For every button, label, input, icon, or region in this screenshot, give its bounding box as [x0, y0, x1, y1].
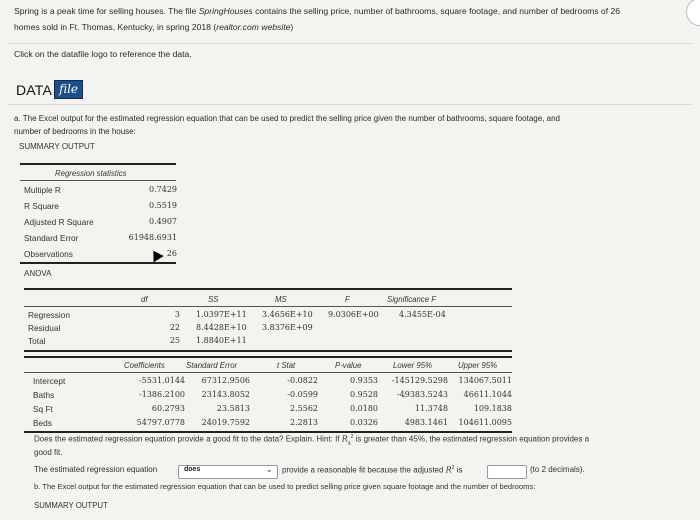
coef-t: -0.0822 — [287, 376, 318, 385]
anova-row-label: Residual — [28, 323, 61, 333]
regstats-title: Regression statistics — [55, 169, 127, 178]
question-line-2: good fit. — [34, 448, 63, 457]
coef-value: 54797.0778 — [136, 418, 185, 427]
regstat-label: R Square — [24, 201, 60, 211]
coef-bottom-rule — [24, 431, 512, 433]
intro-line-2: homes sold in Ft. Thomas, Kentucky, in spring 2018 (realtor.com website) — [14, 22, 294, 32]
source-name: realtor.com website — [216, 22, 291, 32]
anova-sig: 4.3455E-04 — [399, 310, 446, 319]
regstat-label: Standard Error — [24, 233, 79, 243]
anova-bottom-rule — [24, 350, 512, 352]
answer-hint: (to 2 decimals). — [530, 465, 585, 474]
anova-header-sig: Significance F — [387, 295, 436, 304]
coef-row-label: Baths — [33, 390, 55, 400]
regstat-value: 0.7429 — [149, 185, 177, 194]
anova-title: ANOVA — [24, 269, 52, 278]
part-a-line-2: number of bedrooms in the house: — [14, 127, 136, 136]
coef-value: -5531.0144 — [139, 376, 185, 385]
anova-ms: 3.8376E+09 — [262, 323, 313, 332]
regstats-header-rule — [20, 180, 176, 181]
coef-t: 2.5562 — [290, 404, 318, 413]
question-line-1: Does the estimated regression equation provide a good fit to the data? Explain. Hint: If $R_a^2$ is greater than 45%, the estimated regression equation provides a — [34, 434, 590, 447]
coef-hi: 134067.5011 — [458, 376, 512, 385]
anova-ms: 3.4656E+10 — [262, 310, 313, 319]
coef-hi: 46611.1044 — [463, 390, 512, 399]
anova-ss: 1.0397E+11 — [196, 310, 247, 319]
coef-p: 0.0326 — [350, 418, 378, 427]
coef-header-se: Standard Error — [186, 361, 238, 370]
coef-value: -1386.2100 — [139, 390, 185, 399]
anova-ss: 8.4428E+10 — [196, 323, 247, 332]
divider — [8, 43, 692, 44]
coef-row-label: Beds — [33, 418, 52, 428]
coef-header-hi: Upper 95% — [458, 361, 498, 370]
coef-se: 24019.7592 — [201, 418, 250, 427]
answer-middle: provide a reasonable fit because the adjusted $R^2$ is — [282, 465, 463, 475]
regstat-value: 0.5519 — [149, 201, 177, 210]
summary-output-b-label: SUMMARY OUTPUT — [34, 501, 108, 510]
fit-dropdown-value: does — [184, 466, 201, 473]
corner-circle-icon — [686, 0, 700, 26]
file-name: SpringHouses — [198, 6, 253, 16]
coef-lo: -145129.5298 — [391, 376, 448, 385]
fit-dropdown[interactable] — [178, 465, 278, 479]
coef-header-rule — [24, 372, 512, 373]
coef-t: -0.0599 — [287, 390, 318, 399]
anova-header-rule — [24, 306, 512, 307]
coef-lo: 4983.1461 — [404, 418, 448, 427]
anova-header-f: F — [345, 295, 350, 304]
logo-data-text: DATA — [16, 81, 53, 98]
regstat-value: 0.4907 — [149, 217, 177, 226]
regstat-value: 26 — [166, 249, 177, 258]
divider — [8, 104, 692, 105]
coef-p: 0.0180 — [350, 404, 378, 413]
summary-output-label: SUMMARY OUTPUT — [19, 142, 95, 151]
coef-se: 67312.9506 — [201, 376, 250, 385]
coef-header-p: P-value — [335, 361, 362, 370]
regstats-top-rule — [20, 163, 176, 165]
anova-ss: 1.8840E+11 — [196, 336, 247, 345]
coef-top-rule — [24, 356, 512, 358]
coef-lo: 11.3748 — [414, 404, 448, 413]
anova-f: 9.0306E+00 — [328, 310, 379, 319]
part-b-line: b. The Excel output for the estimated regression equation that can be used to predict selling price given square footage and the number of bedrooms: — [34, 482, 536, 491]
intro-line-1: Spring is a peak time for selling houses. The file SpringHouses contains the selling price, number of bathrooms, square footage, and number of bedrooms of 26 — [14, 6, 621, 16]
anova-header-ms: MS — [275, 295, 287, 304]
part-a-line-1: a. The Excel output for the estimated regression equation that can be used to predict the selling price given the number of bathrooms, square footage, and — [14, 114, 560, 123]
answer-prefix: The estimated regression equation — [34, 465, 158, 474]
chevron-down-icon: ⌄ — [265, 464, 273, 474]
adjusted-r2-input[interactable] — [487, 465, 527, 479]
coef-se: 23.5813 — [216, 404, 250, 413]
coef-hi: 109.1838 — [473, 404, 512, 413]
coef-header-lo: Lower 95% — [393, 361, 433, 370]
coef-p: 0.9353 — [350, 376, 378, 385]
regstat-value: 61948.6931 — [128, 233, 177, 242]
anova-df: 22 — [169, 323, 180, 332]
anova-df: 25 — [169, 336, 180, 345]
anova-top-rule — [24, 288, 512, 290]
coef-se: 23143.8052 — [201, 390, 250, 399]
coef-hi: 104611.0095 — [458, 418, 512, 427]
logo-file-text: file — [54, 80, 83, 99]
anova-row-label: Regression — [28, 310, 70, 320]
coef-value: 60.2793 — [151, 404, 185, 413]
regstat-label: Observations — [24, 249, 73, 259]
coef-p: 0.9528 — [350, 390, 378, 399]
anova-df: 3 — [174, 310, 180, 319]
intro-line-3: Click on the datafile logo to reference the data. — [14, 49, 192, 59]
coef-header-coef: Coefficients — [124, 361, 165, 370]
anova-header-df: df — [141, 295, 148, 304]
anova-row-label: Total — [28, 336, 46, 346]
coef-t: 2.2813 — [290, 418, 318, 427]
regstat-label: Multiple R — [24, 185, 61, 195]
datafile-logo-button[interactable] — [16, 80, 83, 99]
anova-header-ss: SS — [208, 295, 219, 304]
coef-row-label: Intercept — [33, 376, 66, 386]
regstat-label: Adjusted R Square — [24, 217, 94, 227]
coef-lo: -49383.5243 — [396, 390, 448, 399]
coef-row-label: Sq Ft — [33, 404, 53, 414]
coef-header-t: t Stat — [277, 361, 296, 370]
